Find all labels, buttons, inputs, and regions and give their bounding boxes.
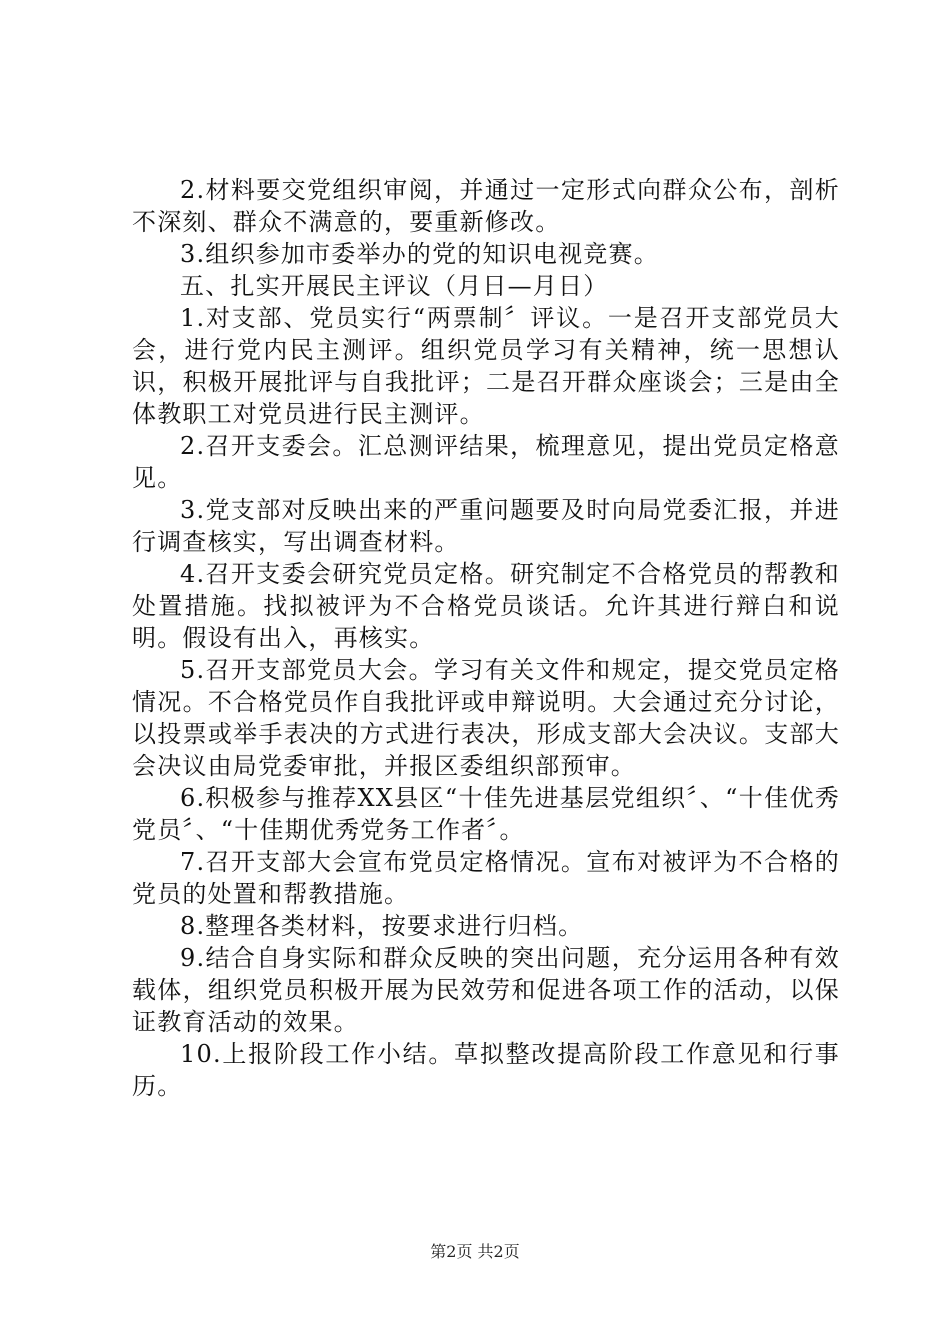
paragraph: 10.上报阶段工作小结。草拟整改提高阶段工作意见和行事历。: [132, 1040, 840, 1100]
paragraph: 3.组织参加市委举办的党的知识电视竞赛。: [180, 240, 659, 268]
paragraph: 8.整理各类材料，按要求进行归档。: [180, 912, 584, 940]
paragraph: 9.结合自身实际和群众反映的突出问题，充分运用各种有效载体，组织党员积极开展为民效劳和促进各项工作的活动，以保证教育活动的效果。: [132, 944, 840, 1036]
page-footer: [0, 1242, 950, 1262]
page-number-label: 第2页 共2页: [430, 1242, 520, 1261]
paragraph: 4.召开支委会研究党员定格。研究制定不合格党员的帮教和处置措施。找拟被评为不合格党员谈话。允许其进行辩白和说明。假设有出入，再核实。: [132, 560, 840, 652]
paragraph: 1.对支部、党员实行“两票制〞评议。一是召开支部党员大会，进行党内民主测评。组织党员学习有关精神，统一思想认识，积极开展批评与自我批评；二是召开群众座谈会；三是由全体教职工对党员进行民主测评。: [132, 304, 840, 428]
section-heading: 五、扎实开展民主评议（月日—月日）: [180, 272, 609, 300]
paragraph: 2.召开支委会。汇总测评结果，梳理意见，提出党员定格意见。: [132, 432, 840, 492]
paragraph: 7.召开支部大会宣布党员定格情况。宣布对被评为不合格的党员的处置和帮教措施。: [132, 848, 840, 908]
paragraph: 3.党支部对反映出来的严重问题要及时向局党委汇报，并进行调查核实，写出调查材料。: [132, 496, 840, 556]
document-body: [132, 174, 840, 1102]
paragraph: 6.积极参与推荐XX县区“十佳先进基层党组织〞、“十佳优秀党员〞、“十佳期优秀党务工作者〞。: [132, 784, 840, 844]
paragraph: 5.召开支部党员大会。学习有关文件和规定，提交党员定格情况。不合格党员作自我批评或申辩说明。大会通过充分讨论，以投票或举手表决的方式进行表决，形成支部大会决议。支部大会决议由局党委审批，并报区委组织部预审。: [132, 656, 840, 780]
paragraph: 2.材料要交党组织审阅，并通过一定形式向群众公布，剖析不深刻、群众不满意的，要重新修改。: [132, 176, 840, 236]
